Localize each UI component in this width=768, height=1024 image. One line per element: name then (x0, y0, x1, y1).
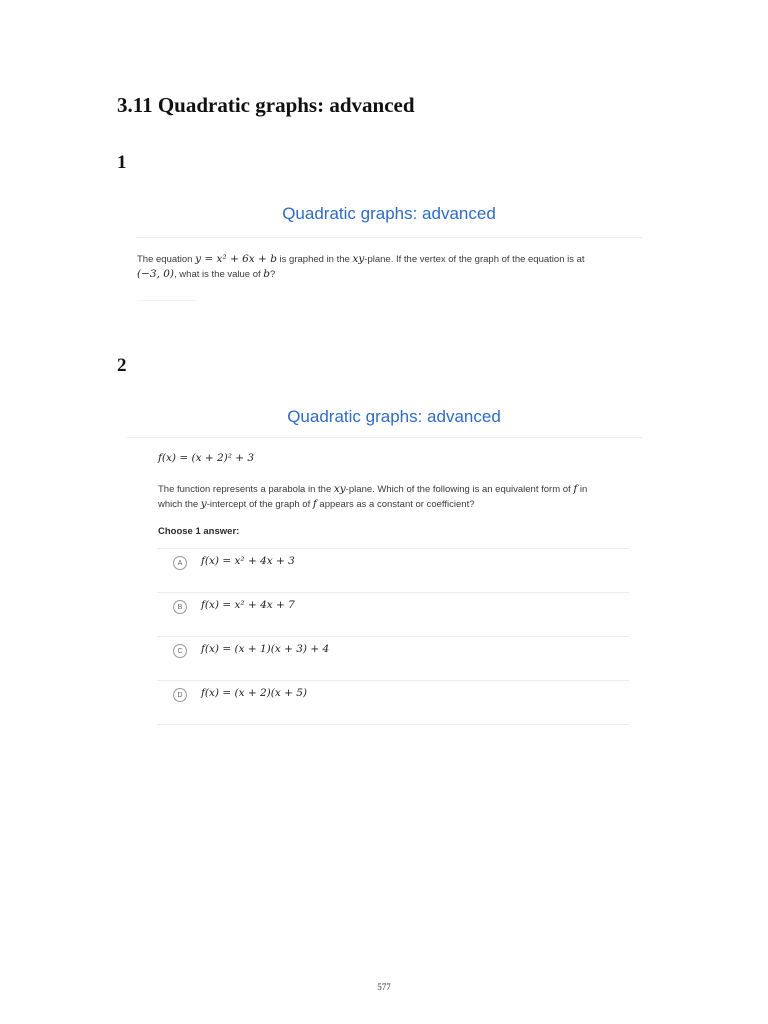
option-letter-circle: B (173, 600, 187, 614)
f-math: f (573, 483, 578, 495)
option-letter-circle: A (173, 556, 187, 570)
option-divider (157, 724, 629, 725)
vertex-math: (−3, 0) (137, 268, 175, 280)
option-expression: f(x) = (x + 1)(x + 3) + 4 (201, 643, 330, 655)
question-1-card-title: Quadratic graphs: advanced (282, 204, 496, 223)
question-number-2: 2 (117, 355, 127, 376)
answer-option-a[interactable] (157, 549, 629, 593)
plane-math: xy (333, 483, 346, 495)
function-definition: f(x) = (x + 2)² + 3 (158, 452, 255, 464)
question-2-prompt: The function represents a parabola in the xy-plane. Which of the following is an equivalent form of f in which the y-intercept of the graph of f appears as a constant or coefficient? (158, 483, 588, 510)
y-variable-math: y (200, 498, 207, 510)
answer-option-d[interactable] (157, 681, 629, 725)
choose-answer-label: Choose 1 answer: (158, 526, 240, 537)
plane-math: xy (352, 253, 365, 265)
section-title: 3.11 Quadratic graphs: advanced (117, 93, 415, 117)
question-2-divider (127, 437, 642, 438)
option-expression: f(x) = x² + 4x + 7 (201, 599, 295, 611)
equation-math: y = x² + 6x + b (195, 253, 277, 265)
page-number: 577 (377, 982, 391, 992)
question-number-1: 1 (117, 152, 127, 173)
question-2-card-title: Quadratic graphs: advanced (287, 407, 501, 426)
question-1-divider (137, 237, 642, 238)
option-letter-circle: D (173, 688, 187, 702)
answer-option-b[interactable] (157, 593, 629, 637)
answer-option-c[interactable] (157, 637, 629, 681)
option-expression: f(x) = x² + 4x + 3 (201, 555, 295, 567)
question-1-text: The equation y = x² + 6x + b is graphed in the xy-plane. If the vertex of the graph of the equation is at (−3, 0), what is the value of b? (137, 253, 585, 280)
option-letter-circle: C (173, 644, 187, 658)
f-math: f (312, 498, 317, 510)
option-expression: f(x) = (x + 2)(x + 5) (201, 687, 308, 699)
question-1-answer-line (137, 300, 197, 301)
b-variable-math: b (263, 268, 271, 280)
